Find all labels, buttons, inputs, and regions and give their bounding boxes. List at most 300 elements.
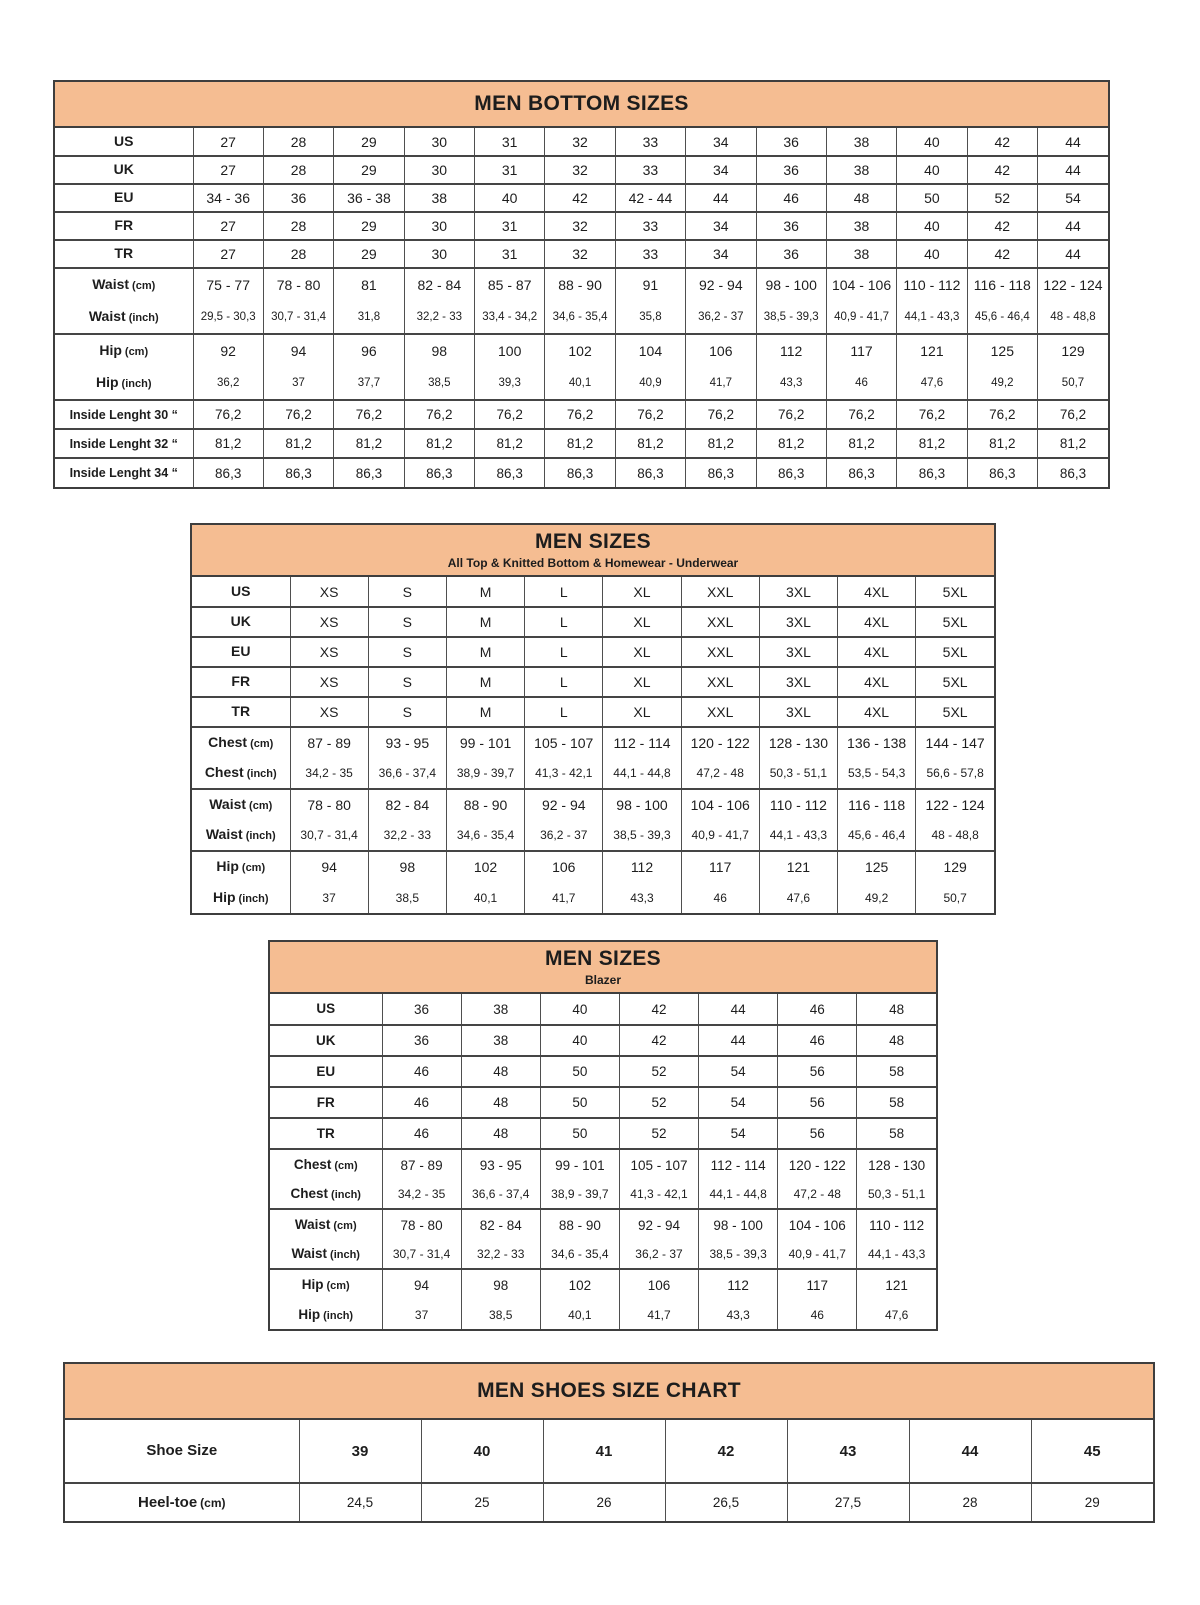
- cell: 94: [382, 1269, 461, 1300]
- row-label-unit: (inch): [238, 892, 269, 905]
- cell: 58: [857, 1056, 936, 1087]
- cell: 30,7 - 31,4: [263, 301, 333, 334]
- cell: 46: [681, 882, 759, 913]
- table-row: [55, 334, 1108, 367]
- cell: 40: [897, 240, 967, 268]
- row-label-text: Waist: [291, 1246, 328, 1261]
- cell: 38,9 - 39,7: [446, 758, 524, 789]
- cell: 81,2: [967, 429, 1037, 458]
- row-label-text: EU: [316, 1063, 336, 1079]
- row-label-text: Inside Lenght 30 “: [69, 407, 178, 422]
- table-row: [270, 1209, 936, 1240]
- cell: 36,6 - 37,4: [461, 1180, 540, 1209]
- cell: 46: [382, 1056, 461, 1087]
- cell: 48: [857, 1025, 936, 1056]
- cell: 47,2 - 48: [778, 1180, 857, 1209]
- cell: 29: [334, 128, 404, 156]
- cell: 36: [263, 184, 333, 212]
- row-label: [55, 367, 193, 400]
- men-sizes-blazer-table: [268, 940, 938, 1331]
- cell: 121: [897, 334, 967, 367]
- cell: 82 - 84: [368, 789, 446, 820]
- cell: 27,5: [787, 1483, 909, 1521]
- cell: XXL: [681, 607, 759, 637]
- cell: 33: [615, 240, 685, 268]
- cell: 81,2: [263, 429, 333, 458]
- cell: 37: [263, 367, 333, 400]
- table-row: [55, 184, 1108, 212]
- cell: 81,2: [756, 429, 826, 458]
- table-row: [192, 697, 994, 727]
- cell: 125: [967, 334, 1037, 367]
- cell: 31,8: [334, 301, 404, 334]
- cell: 117: [681, 851, 759, 882]
- cell: 40: [475, 184, 545, 212]
- cell: 98 - 100: [756, 268, 826, 301]
- row-label: [55, 184, 193, 212]
- cell: XXL: [681, 577, 759, 607]
- cell: 40,9 - 41,7: [681, 820, 759, 851]
- row-label-text: TR: [316, 1125, 335, 1141]
- men-sizes-top-header: [192, 525, 994, 577]
- cell: 76,2: [1038, 400, 1109, 429]
- cell: 76,2: [686, 400, 756, 429]
- cell: M: [446, 637, 524, 667]
- cell: 48: [461, 1118, 540, 1149]
- table-row: [65, 1420, 1153, 1483]
- cell: M: [446, 697, 524, 727]
- cell: 58: [857, 1118, 936, 1149]
- cell: 4XL: [838, 697, 916, 727]
- cell: 112: [756, 334, 826, 367]
- cell: 42: [967, 156, 1037, 184]
- cell: 36: [382, 1025, 461, 1056]
- cell: 122 - 124: [1043, 277, 1103, 293]
- cell: 38,5: [404, 367, 474, 400]
- cell: 33: [615, 156, 685, 184]
- cell: 37: [290, 882, 368, 913]
- cell: 40: [897, 128, 967, 156]
- row-label-unit: (cm): [249, 800, 273, 812]
- cell: 44: [699, 994, 778, 1025]
- cell: 32,2 - 33: [404, 301, 474, 334]
- cell: L: [525, 667, 603, 697]
- row-label-text: TR: [114, 245, 134, 261]
- row-label-unit: (inch): [331, 1189, 361, 1201]
- row-label: [192, 577, 290, 607]
- row-label-unit: (inch): [330, 1249, 360, 1261]
- cell: 33,4 - 34,2: [475, 301, 545, 334]
- row-label: [192, 727, 290, 758]
- men-sizes-top-table: [190, 523, 996, 915]
- cell: 24,5: [299, 1483, 421, 1521]
- cell: 38: [461, 994, 540, 1025]
- cell: 81,2: [334, 429, 404, 458]
- cell: 81,2: [404, 429, 474, 458]
- cell: 78 - 80: [263, 268, 333, 301]
- table-row: [270, 1118, 936, 1149]
- cell: 38: [826, 128, 896, 156]
- cell: 29: [334, 240, 404, 268]
- cell: 50: [897, 184, 967, 212]
- row-label-text: Hip: [216, 858, 239, 874]
- table-row: [192, 727, 994, 758]
- cell: 86,3: [263, 458, 333, 487]
- row-label: [270, 1149, 382, 1180]
- cell: 4XL: [838, 577, 916, 607]
- men-shoes-size-chart-table: [63, 1362, 1155, 1523]
- cell: 52: [619, 1087, 698, 1118]
- cell: 129: [1061, 343, 1085, 359]
- cell: 48: [461, 1056, 540, 1087]
- cell: 46: [778, 1300, 857, 1329]
- cell: 46: [778, 994, 857, 1025]
- cell: XL: [603, 697, 681, 727]
- row-label-unit: (inch): [121, 378, 152, 390]
- row-label-text: FR: [114, 217, 134, 233]
- cell: 41,3 - 42,1: [525, 758, 603, 789]
- cell: 40,9: [615, 367, 685, 400]
- cell: 54: [699, 1056, 778, 1087]
- men-sizes-top-subtitle: All Top & Knitted Bottom & Homewear - Underwear: [447, 556, 739, 570]
- table-row: [270, 1025, 936, 1056]
- cell: 102: [540, 1269, 619, 1300]
- cell: 121: [885, 1277, 908, 1293]
- cell: 35,8: [615, 301, 685, 334]
- cell: 37: [382, 1300, 461, 1329]
- cell: 52: [619, 1056, 698, 1087]
- cell: 32,2 - 33: [368, 820, 446, 851]
- cell: 45,6 - 46,4: [967, 301, 1037, 334]
- cell: 38: [461, 1025, 540, 1056]
- cell: 36: [756, 128, 826, 156]
- row-label: [192, 697, 290, 727]
- cell: 42: [619, 1025, 698, 1056]
- row-label-text: Waist: [92, 276, 130, 292]
- cell: 102: [545, 334, 615, 367]
- cell: 54: [699, 1087, 778, 1118]
- cell: 48 - 48,8: [1038, 301, 1109, 334]
- cell: 81,2: [826, 429, 896, 458]
- row-label: [192, 882, 290, 913]
- row-label-text: Hip: [301, 1277, 324, 1292]
- cell: 36: [756, 212, 826, 240]
- cell: 112: [603, 851, 681, 882]
- cell: 75 - 77: [193, 268, 263, 301]
- cell: M: [446, 607, 524, 637]
- cell: 104 - 106: [778, 1209, 857, 1240]
- cell: XS: [290, 637, 368, 667]
- men-bottom-sizes-title: MEN BOTTOM SIZES: [474, 92, 689, 115]
- row-label-text: EU: [231, 643, 251, 659]
- cell: 82 - 84: [404, 268, 474, 301]
- cell: 30: [404, 212, 474, 240]
- row-label-text: Chest: [293, 1157, 332, 1172]
- table-row: [55, 128, 1108, 156]
- row-label: [270, 1300, 382, 1329]
- men-sizes-blazer-title: MEN SIZES: [545, 947, 661, 970]
- cell: 87 - 89: [290, 727, 368, 758]
- cell: 31: [475, 128, 545, 156]
- cell: 50,7: [1038, 367, 1109, 400]
- cell: 94: [263, 334, 333, 367]
- row-label-text: Chest: [208, 734, 248, 750]
- men-shoes-size-chart-header: [65, 1364, 1153, 1420]
- row-label-text: UK: [113, 161, 134, 177]
- men-sizes-blazer-subtitle: Blazer: [584, 973, 622, 987]
- cell: 58: [857, 1087, 936, 1118]
- row-label: [55, 128, 193, 156]
- cell: 42: [967, 128, 1037, 156]
- row-label-text: Hip: [99, 342, 122, 358]
- cell: 54: [699, 1118, 778, 1149]
- cell: 86,3: [826, 458, 896, 487]
- cell: 34: [686, 212, 756, 240]
- table-row: [55, 240, 1108, 268]
- cell: 32: [545, 240, 615, 268]
- row-label-text: Inside Lenght 34 “: [69, 466, 178, 480]
- cell: 52: [619, 1118, 698, 1149]
- row-label-unit: (cm): [132, 280, 156, 292]
- cell: 39,3: [475, 367, 545, 400]
- cell: 47,6: [897, 367, 967, 400]
- cell: 81,2: [1038, 429, 1109, 458]
- row-label: [55, 458, 193, 487]
- row-label: [270, 1269, 382, 1300]
- cell: 86,3: [334, 458, 404, 487]
- row-label: [65, 1420, 299, 1483]
- cell: 29: [334, 212, 404, 240]
- cell: 30: [404, 156, 474, 184]
- cell: 128 - 130: [868, 1157, 926, 1173]
- cell: 34: [686, 240, 756, 268]
- row-label-text: Waist: [294, 1217, 331, 1232]
- cell: 38,5: [461, 1300, 540, 1329]
- cell: 98 - 100: [699, 1209, 778, 1240]
- table-row: [55, 458, 1108, 487]
- cell: 98: [461, 1269, 540, 1300]
- cell: 44: [1038, 240, 1109, 268]
- row-label-text: UK: [230, 613, 251, 629]
- cell: 81,2: [615, 429, 685, 458]
- cell: XL: [603, 637, 681, 667]
- table-row: [192, 820, 994, 851]
- cell: S: [368, 637, 446, 667]
- men-bottom-sizes-grid: [55, 128, 1108, 487]
- cell: 41,7: [525, 882, 603, 913]
- cell: 86,3: [404, 458, 474, 487]
- table-row: [192, 577, 994, 607]
- row-label-text: Waist: [205, 826, 243, 842]
- cell: 30,7 - 31,4: [382, 1240, 461, 1269]
- row-label-unit: (cm): [334, 1160, 358, 1172]
- cell: 87 - 89: [382, 1149, 461, 1180]
- cell: 30,7 - 31,4: [290, 820, 368, 851]
- cell: 112 - 114: [603, 727, 681, 758]
- table-row: [192, 667, 994, 697]
- table-row: [192, 758, 994, 789]
- table-row: [192, 789, 994, 820]
- cell: 78 - 80: [290, 789, 368, 820]
- cell: 86,3: [897, 458, 967, 487]
- row-label-text: FR: [316, 1094, 335, 1110]
- cell: 86,3: [756, 458, 826, 487]
- cell: 104 - 106: [681, 789, 759, 820]
- row-label-text: US: [114, 132, 134, 149]
- cell: 29: [1084, 1495, 1100, 1510]
- cell: 106: [619, 1269, 698, 1300]
- cell: 76,2: [334, 400, 404, 429]
- cell: 34,6 - 35,4: [540, 1240, 619, 1269]
- cell: 110 - 112: [869, 1217, 925, 1233]
- cell: 105 - 107: [525, 727, 603, 758]
- cell: 42: [545, 184, 615, 212]
- table-row: [192, 851, 994, 882]
- table-row: [270, 1240, 936, 1269]
- cell: 36,2 - 37: [525, 820, 603, 851]
- cell: 28: [909, 1483, 1031, 1521]
- cell: 33: [615, 212, 685, 240]
- cell: 99 - 101: [540, 1149, 619, 1180]
- row-label: [55, 334, 193, 367]
- cell: 136 - 138: [838, 727, 916, 758]
- row-label: [270, 1025, 382, 1056]
- cell: S: [368, 577, 446, 607]
- row-label-unit: (cm): [333, 1220, 357, 1232]
- cell: 25: [421, 1483, 543, 1521]
- row-label: [192, 667, 290, 697]
- cell: 32: [545, 212, 615, 240]
- cell: 50: [540, 1087, 619, 1118]
- cell: 106: [686, 334, 756, 367]
- cell: 48 - 48,8: [916, 820, 994, 851]
- cell: 98: [368, 851, 446, 882]
- cell: 36,6 - 37,4: [368, 758, 446, 789]
- cell: 76,2: [756, 400, 826, 429]
- cell: XL: [603, 667, 681, 697]
- cell: 40,1: [446, 882, 524, 913]
- cell: 92 - 94: [525, 789, 603, 820]
- cell: 34 - 36: [193, 184, 263, 212]
- cell: 125: [838, 851, 916, 882]
- cell: 5XL: [916, 577, 994, 607]
- cell: 120 - 122: [778, 1149, 857, 1180]
- cell: 122 - 124: [925, 797, 985, 813]
- cell: XXL: [681, 697, 759, 727]
- row-label-text: Heel-toe: [137, 1493, 198, 1511]
- cell: 52: [967, 184, 1037, 212]
- cell: 54: [1038, 184, 1109, 212]
- cell: 48: [826, 184, 896, 212]
- row-label-unit: (cm): [124, 346, 149, 358]
- row-label: [55, 429, 193, 458]
- cell: 31: [475, 240, 545, 268]
- table-row: [192, 882, 994, 913]
- row-label-unit: (inch): [128, 312, 159, 324]
- table-row: [55, 367, 1108, 400]
- cell: 49,2: [967, 367, 1037, 400]
- cell: 105 - 107: [619, 1149, 698, 1180]
- cell: 27: [193, 240, 263, 268]
- cell: 32: [545, 156, 615, 184]
- row-label-text: Hip: [95, 374, 119, 390]
- table-row: [270, 1149, 936, 1180]
- cell: L: [525, 577, 603, 607]
- cell: 78 - 80: [382, 1209, 461, 1240]
- table-row: [55, 429, 1108, 458]
- cell: 38: [826, 240, 896, 268]
- men-sizes-blazer-grid: [270, 994, 936, 1329]
- cell: S: [368, 697, 446, 727]
- row-label-text: Chest: [204, 764, 244, 780]
- cell: L: [525, 637, 603, 667]
- row-label-unit: (inch): [323, 1309, 354, 1322]
- cell: 88 - 90: [540, 1209, 619, 1240]
- table-row: [192, 637, 994, 667]
- row-label-text: FR: [231, 673, 251, 689]
- cell: 31: [475, 156, 545, 184]
- cell: 81: [334, 268, 404, 301]
- cell: XS: [290, 697, 368, 727]
- cell: 40,9 - 41,7: [778, 1240, 857, 1269]
- cell: 129: [943, 859, 967, 875]
- row-label-text: US: [231, 582, 251, 599]
- row-label: [192, 789, 290, 820]
- cell: M: [446, 577, 524, 607]
- cell: 86,3: [615, 458, 685, 487]
- cell: 46: [382, 1087, 461, 1118]
- table-row: [55, 212, 1108, 240]
- cell: 48: [461, 1087, 540, 1118]
- cell: XS: [290, 577, 368, 607]
- row-label: [270, 994, 382, 1025]
- cell: 117: [826, 334, 896, 367]
- cell: 45,6 - 46,4: [838, 820, 916, 851]
- cell: 36,2 - 37: [619, 1240, 698, 1269]
- cell: XS: [290, 667, 368, 697]
- cell: 5XL: [916, 667, 994, 697]
- cell: 5XL: [916, 607, 994, 637]
- cell: 50: [540, 1056, 619, 1087]
- cell: 41: [543, 1420, 665, 1483]
- cell: XXL: [681, 637, 759, 667]
- cell: 81,2: [897, 429, 967, 458]
- cell: 110 - 112: [897, 268, 967, 301]
- row-label-text: Hip: [212, 888, 236, 905]
- row-label: [192, 637, 290, 667]
- cell: 29,5 - 30,3: [193, 301, 263, 334]
- row-label: [270, 1056, 382, 1087]
- cell: 104 - 106: [826, 268, 896, 301]
- cell: 106: [525, 851, 603, 882]
- cell: 144 - 147: [925, 735, 985, 751]
- table-row: [55, 268, 1108, 301]
- cell: 28: [263, 212, 333, 240]
- cell: 92: [193, 334, 263, 367]
- cell: 38,5: [368, 882, 446, 913]
- row-label: [55, 400, 193, 429]
- cell: 38,5 - 39,3: [699, 1240, 778, 1269]
- cell: 4XL: [838, 637, 916, 667]
- cell: 56: [778, 1056, 857, 1087]
- cell: 5XL: [916, 697, 994, 727]
- cell: 91: [615, 268, 685, 301]
- men-sizes-top-grid: [192, 577, 994, 913]
- cell: 26: [543, 1483, 665, 1521]
- cell: 46: [382, 1118, 461, 1149]
- row-label: [192, 607, 290, 637]
- row-label-text: Hip: [298, 1306, 321, 1322]
